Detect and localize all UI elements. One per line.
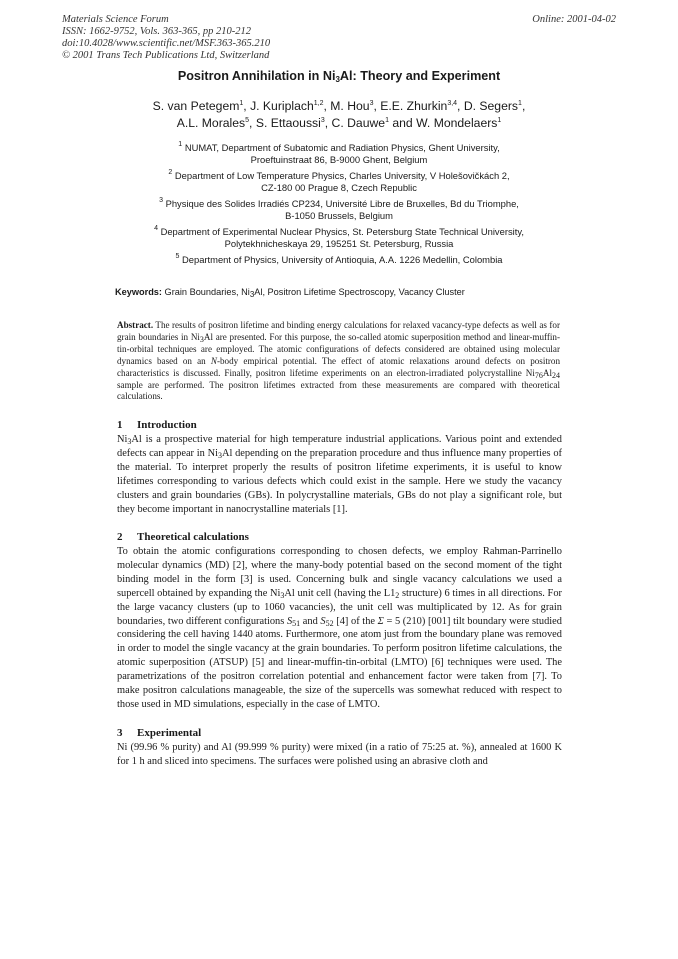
author: S. van Petegem: [152, 99, 240, 113]
paper-title: Positron Annihilation in $Ni_3Al$: Theory and Experiment: [177, 69, 501, 84]
author: S. Ettaoussi: [255, 116, 321, 130]
affiliation: $^1$ NUMAT, Department of Subatomic and Radiation Physics, Ghent University, Proeftuinstraat 86, B-9000 Ghent, Belgium: [178, 141, 500, 165]
theory-text: To obtain the atomic configurations corresponding to chosen defects, we employ Rahman-Parrinello molecular dynamics (MD) [2], where the many-body potential based on the second moment of the tight binding model in the form [3] is used. Concerning bulk and single vacancy calculations we used a supercell obtained by expanding the $Ni_3Al$ unit cell (having the $L1_2$ structure) 6 times in all directions. For the large vacancy clusters (up to 1060 vacancies), the unit cell was multiplicated by 12. As for grain boundaries, two different configurations $S_{51}$ and $S_{52}$ [4] of the Σ = 5 (210) [001] tilt boundary were studied considering the cell having 1440 atoms. Furthermore, one atom just from the boundary plane was removed in order to model the single vacancy at the grain boundaries. To perform positron lifetime calculations, the atomic superposition (ATSUP) [5] and linear-muffin-tin-orbital (LMTO) [6] techniques were used. The parametrizations of the positron correlation potential and enhancement factor were taken from [7]. To make positron calculations manageable, the size of the supercells was somewhat reduced with respect to those used in MD simulations, especially in the case of LMTO.: [117, 546, 562, 710]
section-heading: 2 Theoretical calculations: [117, 531, 249, 543]
author: D. Segers: [463, 99, 519, 113]
author: M. Hou: [330, 99, 370, 113]
author: E.E. Zhurkin: [380, 99, 448, 113]
experimental-text: Ni (99.96 % purity) and Al (99.999 % purity) were mixed (in a ratio of 75:25 at. %), annealed at 1600 K for 1 h and sliced into specimens. The surfaces were polished using an abrasive cloth and: [117, 742, 562, 767]
author: C. Dauwe: [331, 116, 386, 130]
keywords: Keywords: Grain Boundaries, Ni3Al, Positron Lifetime Spectroscopy, Vacancy Cluster: [115, 287, 465, 299]
affiliation: $^2$ Department of Low Temperature Physics, Charles University, V Holešovičkách 2, CZ-180 00 Prague 8, Czech Republic: [168, 169, 510, 193]
section-heading: 3 Experimental: [117, 727, 202, 739]
section-heading: 1 Introduction: [117, 419, 197, 431]
affiliation: $^3$ Physique des Solides Irradiés CP234, Université Libre de Bruxelles, Bd du Triomphe, B-1050 Brussels, Belgium: [159, 197, 519, 221]
author: J. Kuriplach: [250, 99, 314, 113]
doi-line: doi:10.4028/www.scientific.net/MSF.363-365.210: [62, 38, 271, 49]
issn-line: ISSN: 1662-9752, Vols. 363-365, pp 210-212: [62, 26, 251, 37]
author: A.L. Morales: [176, 116, 246, 130]
author-list: S. van Petegem$^1$, J. Kuriplach$^{1,2}$, M. Hou$^3$, E.E. Zhurkin$^{3,4}$, D. Segers$^1$, A.L. Morales$^5$, S. Ettaoussi$^3$, C. Dauwe$^1$ and W. Mondelaers$^1$: [152, 99, 526, 130]
journal-header: [62, 14, 622, 62]
abstract: Abstract. The results of positron lifetime and binding energy calculations for relaxed vacancy-type defects as well as for grain boundaries in Ni3Al are presented. For this purpose, the so-called atomic superposition method and linear-muffin-tin-orbital techniques are employed. The atomic configurations of defects considered are obtained using molecular dynamics based on an N-body empirical potential. The effect of atomic relaxations around defects on positron characteristics is discussed. Finally, positron lifetime experiments on an electron-irradiated polycrystalline Ni76Al24 sample are performed. The positron lifetimes extracted from these measurements are compared with theoretical calculations.: [117, 320, 561, 402]
journal-name: Materials Science Forum: [62, 14, 169, 25]
author: W. Mondelaers: [416, 116, 498, 130]
online-date: Online: 2001-04-02: [532, 14, 616, 25]
introduction-text: $Ni_3Al$ is a prospective material for high temperature industrial applications. Various point and extended defects can appear in $Ni_3Al$ depending on the preparation procedure and thus influence many properties of the material. To interpret properly the results of positron lifetime experiments, it is useful to know lifetimes corresponding to various defects which could exist in the sample. Here we study the vacancy clusters and grain boundaries (GBs). In polycrystalline materials, GBs do not play a significant role, but they become important in nanocrystalline materials [1].: [117, 434, 562, 515]
affiliation: $^5$ Department of Physics, University of Antioquia, A.A. 1226 Medellin, Colombia: [175, 253, 503, 265]
affiliation: $^4$ Department of Experimental Nuclear Physics, St. Petersburg State Technical University, Polytekhnicheskaya 29, 195251 St. Petersburg, Russia: [154, 225, 524, 249]
copyright-line: © 2001 Trans Tech Publications Ltd, Switzerland: [62, 50, 270, 61]
